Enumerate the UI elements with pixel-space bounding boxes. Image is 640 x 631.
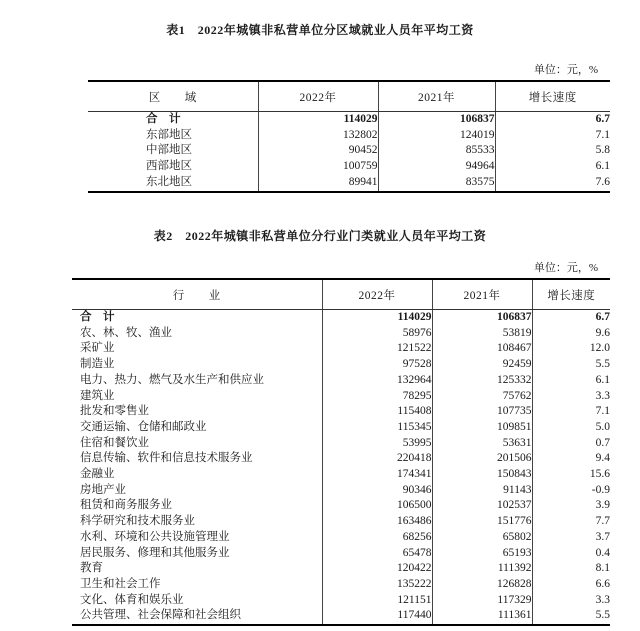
industry-2022-value-cell: 163486 (322, 514, 432, 530)
industry-2021-value-cell: 125332 (432, 373, 532, 389)
region-2022-value-cell: 100759 (258, 159, 378, 175)
table1-unit-label: 单位：元，% (533, 64, 598, 76)
table2-row (72, 514, 610, 530)
industry-2022-value-cell: 120422 (322, 561, 432, 577)
industry-2022-value-cell: 65478 (322, 546, 432, 562)
industry-growth-rate-cell: 9.4 (532, 451, 610, 467)
industry-2022-value-cell: 220418 (322, 451, 432, 467)
industry-2021-value-cell: 108467 (432, 341, 532, 357)
industry-2022-value-cell: 68256 (322, 530, 432, 546)
table2-header-growth: 增长速度 (532, 279, 610, 310)
region-2021-value-cell: 83575 (378, 175, 495, 192)
region-2022-value-cell: 114029 (258, 112, 378, 128)
table2-row (72, 608, 610, 625)
industry-2021-value-cell: 126828 (432, 577, 532, 593)
industry-growth-rate-cell: 5.0 (532, 420, 610, 436)
industry-growth-rate-cell: 5.5 (532, 357, 610, 373)
industry-2021-value-cell: 107735 (432, 404, 532, 420)
industry-growth-rate-cell: 9.6 (532, 326, 610, 342)
table2-row (72, 357, 610, 373)
table2-header-industry: 行 业 (72, 279, 322, 310)
industry-2021-value-cell: 102537 (432, 498, 532, 514)
industry-2021-value-cell: 151776 (432, 514, 532, 530)
industry-2022-value-cell: 115408 (322, 404, 432, 420)
table1-region-wage-table (88, 80, 610, 193)
industry-growth-rate-cell: 0.7 (532, 436, 610, 452)
table2-row (72, 436, 610, 452)
table2-industry-wage-table (72, 278, 610, 626)
table2-row (72, 546, 610, 562)
industry-2022-value-cell: 53995 (322, 436, 432, 452)
table1-title: 表1 2022年城镇非私营单位分区域就业人员年平均工资 (166, 23, 474, 37)
industry-growth-rate-cell: 3.9 (532, 498, 610, 514)
region-2022-value-cell: 89941 (258, 175, 378, 192)
table2-row (72, 310, 610, 326)
table1-row (88, 128, 610, 144)
table2-row (72, 373, 610, 389)
region-growth-rate-cell: 6.1 (495, 159, 610, 175)
region-name-cell: 西部地区 (146, 160, 192, 173)
table2-row (72, 389, 610, 405)
industry-2022-value-cell: 121151 (322, 593, 432, 609)
industry-name-cell: 卫生和社会工作 (80, 577, 161, 590)
industry-2022-value-cell: 78295 (322, 389, 432, 405)
region-name-cell: 中部地区 (146, 144, 192, 157)
industry-growth-rate-cell: 3.3 (532, 593, 610, 609)
industry-2021-value-cell: 91143 (432, 483, 532, 499)
industry-name-cell: 公共管理、社会保障和社会组织 (80, 609, 241, 622)
table1-row (88, 159, 610, 175)
table2-row (72, 561, 610, 577)
table2-row (72, 404, 610, 420)
industry-growth-rate-cell: 6.1 (532, 373, 610, 389)
industry-2021-value-cell: 117329 (432, 593, 532, 609)
table2-row (72, 483, 610, 499)
industry-2021-value-cell: 53819 (432, 326, 532, 342)
table1-row (88, 143, 610, 159)
region-name-cell: 东北地区 (146, 175, 192, 188)
table1-header-row (88, 81, 610, 112)
industry-name-cell: 文化、体育和娱乐业 (80, 593, 184, 606)
table2-row (72, 326, 610, 342)
region-2022-value-cell: 132802 (258, 128, 378, 144)
industry-name-cell: 制造业 (80, 358, 115, 371)
industry-growth-rate-cell: 0.4 (532, 546, 610, 562)
industry-name-cell: 农、林、牧、渔业 (80, 326, 172, 339)
industry-2022-value-cell: 121522 (322, 341, 432, 357)
industry-2022-value-cell: 106500 (322, 498, 432, 514)
industry-growth-rate-cell: 7.7 (532, 514, 610, 530)
region-growth-rate-cell: 6.7 (495, 112, 610, 128)
industry-name-cell: 居民服务、修理和其他服务业 (80, 546, 230, 559)
industry-growth-rate-cell: 5.5 (532, 608, 610, 625)
table2-row (72, 451, 610, 467)
table2-row (72, 420, 610, 436)
table1-row (88, 112, 610, 128)
industry-name-cell: 租赁和商务服务业 (80, 499, 172, 512)
region-name-cell: 合 计 (146, 113, 181, 125)
industry-name-cell: 批发和零售业 (80, 405, 149, 418)
industry-name-cell: 合 计 (80, 311, 115, 323)
industry-name-cell: 住宿和餐饮业 (80, 436, 149, 449)
region-2021-value-cell: 94964 (378, 159, 495, 175)
industry-name-cell: 电力、热力、燃气及水生产和供应业 (80, 373, 264, 386)
industry-growth-rate-cell: 12.0 (532, 341, 610, 357)
industry-growth-rate-cell: 3.3 (532, 389, 610, 405)
industry-2022-value-cell: 132964 (322, 373, 432, 389)
table2-row (72, 467, 610, 483)
industry-name-cell: 房地产业 (80, 483, 126, 496)
table2-unit-label: 单位：元，% (533, 262, 598, 274)
table1-header-region: 区 域 (88, 81, 258, 112)
industry-name-cell: 教育 (80, 562, 103, 575)
table2-header-2022: 2022年 (322, 279, 432, 310)
industry-2021-value-cell: 92459 (432, 357, 532, 373)
table2-row (72, 498, 610, 514)
region-2021-value-cell: 85533 (378, 143, 495, 159)
table2-row (72, 577, 610, 593)
table1-row (88, 175, 610, 192)
industry-2021-value-cell: 106837 (432, 310, 532, 326)
industry-2021-value-cell: 65193 (432, 546, 532, 562)
industry-2022-value-cell: 90346 (322, 483, 432, 499)
region-2021-value-cell: 106837 (378, 112, 495, 128)
industry-growth-rate-cell: 15.6 (532, 467, 610, 483)
industry-2021-value-cell: 201506 (432, 451, 532, 467)
industry-2022-value-cell: 97528 (322, 357, 432, 373)
table2-body (72, 310, 610, 626)
industry-2021-value-cell: 111361 (432, 608, 532, 625)
industry-growth-rate-cell: 6.7 (532, 310, 610, 326)
region-name-cell: 东部地区 (146, 128, 192, 141)
industry-growth-rate-cell: 8.1 (532, 561, 610, 577)
table2-header-row (72, 279, 610, 310)
industry-growth-rate-cell: 6.6 (532, 577, 610, 593)
industry-2021-value-cell: 109851 (432, 420, 532, 436)
industry-growth-rate-cell: 7.1 (532, 404, 610, 420)
table2-row (72, 530, 610, 546)
table1-body (88, 112, 610, 192)
industry-2021-value-cell: 75762 (432, 389, 532, 405)
table2-row (72, 341, 610, 357)
industry-growth-rate-cell: -0.9 (532, 483, 610, 499)
region-2021-value-cell: 124019 (378, 128, 495, 144)
industry-name-cell: 科学研究和技术服务业 (80, 515, 195, 528)
table2-row (72, 593, 610, 609)
industry-2022-value-cell: 58976 (322, 326, 432, 342)
region-growth-rate-cell: 5.8 (495, 143, 610, 159)
table2-header-2021: 2021年 (432, 279, 532, 310)
region-2022-value-cell: 90452 (258, 143, 378, 159)
industry-name-cell: 水利、环境和公共设施管理业 (80, 530, 230, 543)
industry-name-cell: 信息传输、软件和信息技术服务业 (80, 452, 253, 465)
industry-2021-value-cell: 150843 (432, 467, 532, 483)
region-growth-rate-cell: 7.6 (495, 175, 610, 192)
industry-2021-value-cell: 65802 (432, 530, 532, 546)
industry-2022-value-cell: 114029 (322, 310, 432, 326)
industry-name-cell: 交通运输、仓储和邮政业 (80, 420, 207, 433)
table1-header-2022: 2022年 (258, 81, 378, 112)
industry-name-cell: 采矿业 (80, 342, 115, 355)
industry-2021-value-cell: 53631 (432, 436, 532, 452)
industry-2021-value-cell: 111392 (432, 561, 532, 577)
industry-growth-rate-cell: 3.7 (532, 530, 610, 546)
table1-header-2021: 2021年 (378, 81, 495, 112)
industry-2022-value-cell: 135222 (322, 577, 432, 593)
industry-2022-value-cell: 174341 (322, 467, 432, 483)
industry-2022-value-cell: 115345 (322, 420, 432, 436)
region-growth-rate-cell: 7.1 (495, 128, 610, 144)
industry-name-cell: 建筑业 (80, 389, 115, 402)
table1-header-growth: 增长速度 (495, 81, 610, 112)
table2-title: 表2 2022年城镇非私营单位分行业门类就业人员年平均工资 (153, 229, 487, 243)
industry-name-cell: 金融业 (80, 468, 115, 481)
industry-2022-value-cell: 117440 (322, 608, 432, 625)
